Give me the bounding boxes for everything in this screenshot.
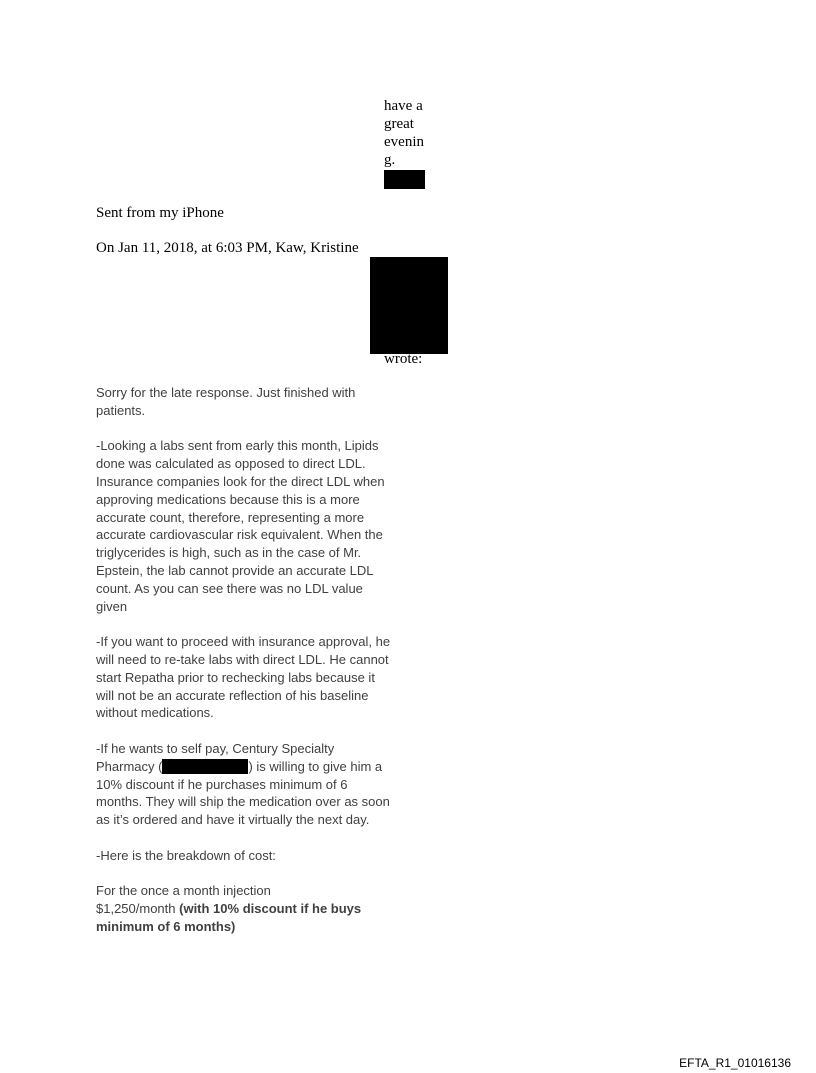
redaction-block xyxy=(384,170,425,189)
fragment-line: g. xyxy=(384,152,396,168)
wrote-label: wrote: xyxy=(384,351,423,367)
fragment-line: great xyxy=(384,116,414,132)
quote-header-line: On Jan 11, 2018, at 6:03 PM, Kaw, Kristine xyxy=(96,240,359,256)
cost-line: For the once a month injection xyxy=(96,883,271,899)
cost-paragraph xyxy=(96,882,396,935)
body-paragraph: Sorry for the late response. Just finished with patients. xyxy=(96,385,356,418)
body-paragraph: -Looking a labs sent from early this month, Lipids done was calculated as opposed to direct LDL. Insurance companies look for the direct LDL when approving medications because this is a more accurate count, therefore, representing a more accurate cardiovascular risk equivalent. When the triglycerides is high, such as in the case of Mr. Epstein, the lab cannot provide an accurate LDL count. As you can see there was no LDL value given xyxy=(96,438,385,614)
body-text-segment: -If he wants to self pay, Century Specialty Pharmacy ( xyxy=(96,740,335,774)
cost-price: $1,250/month xyxy=(96,901,180,917)
quoted-closing-fragment xyxy=(384,97,444,169)
sent-from-line: Sent from my iPhone xyxy=(96,205,224,221)
fragment-line: evenin xyxy=(384,134,424,150)
body-paragraph xyxy=(96,740,396,829)
body-paragraph: -If you want to proceed with insurance approval, he will need to re-take labs with direct LDL. He cannot start Repatha prior to rechecking labs because it will not be an accurate reflection of his baseline without medications. xyxy=(96,634,391,721)
fragment-line: have a xyxy=(384,98,423,114)
cost-discount-note: (with 10% discount if he buys minimum of 6 months) xyxy=(96,901,362,934)
body-paragraph: -Here is the breakdown of cost: xyxy=(96,847,276,863)
redaction-block xyxy=(370,257,448,354)
document-id: EFTA_R1_01016136 xyxy=(679,1056,791,1070)
inline-redaction-block xyxy=(162,759,248,774)
email-body xyxy=(96,384,396,954)
body-text-segment: ) is willing to give him a 10% discount if he purchases minimum of 6 months. They will ship the medication over as soon as it’s ordered and have it virtually the next day. xyxy=(96,758,390,828)
